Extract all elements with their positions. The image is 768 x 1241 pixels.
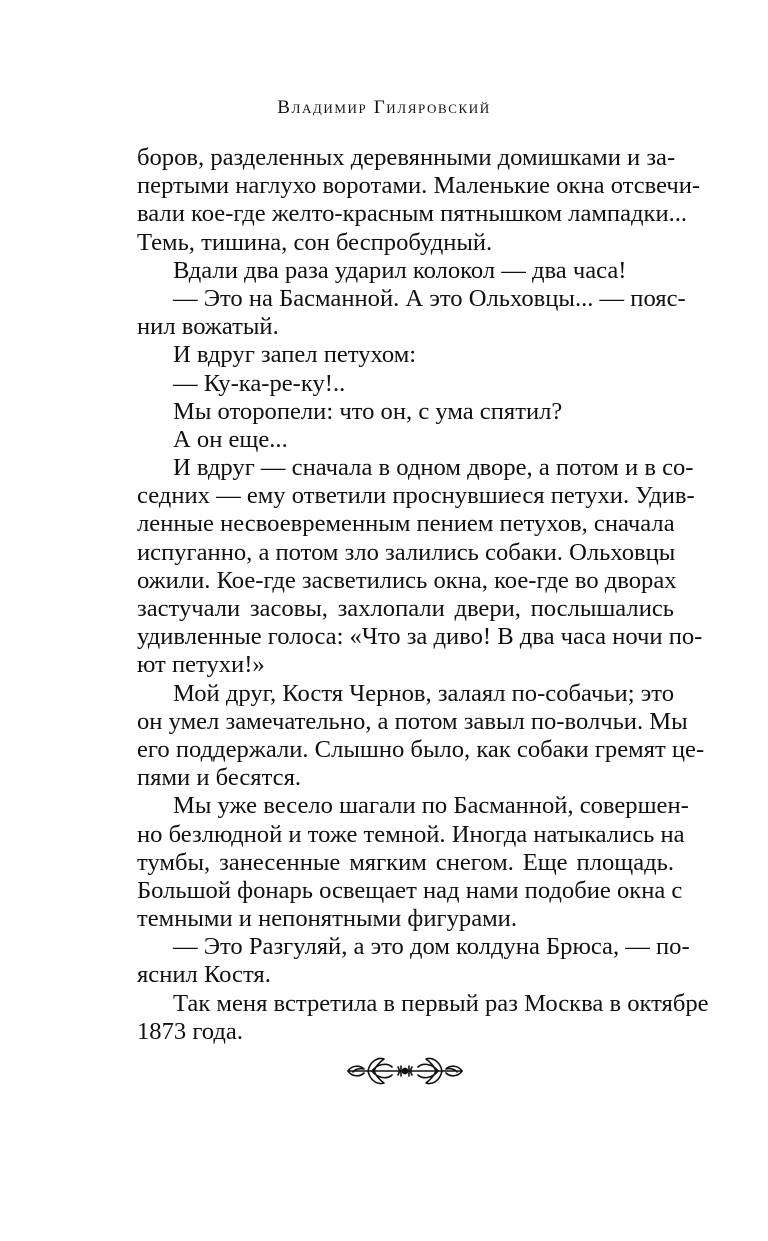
text-line: Мы уже весело шагали по Басманной, совершен- — [173, 792, 689, 820]
text-line: пертыми наглухо воротами. Маленькие окна отсвечи- — [137, 172, 701, 200]
paragraph — [137, 370, 674, 398]
text-line: его поддержали. Слышно было, как собаки гремят це- — [137, 735, 705, 763]
text-line: Большой фонарь освещает над нами подобие окна с — [137, 876, 683, 904]
text-line: удивленные голоса: «Что за диво! В два часа ночи по- — [137, 623, 703, 651]
paragraph — [137, 989, 709, 1046]
floral-fleuron-icon — [342, 1053, 468, 1089]
text-line: тумбы, занесенные мягким снегом. Еще площадь. — [137, 848, 674, 876]
text-line: И вдруг — сначала в одном дворе, а потом и в со- — [173, 454, 694, 482]
paragraph — [137, 454, 703, 680]
text-line: — Это на Басманной. А это Ольховцы... — пояс- — [173, 284, 686, 312]
paragraph — [137, 792, 689, 933]
text-line: седних — ему ответили проснувшиеся петухи. Удив- — [137, 482, 695, 510]
text-line: но безлюдной и тоже темной. Иногда натыкались на — [137, 820, 685, 848]
text-line: А он еще... — [173, 425, 288, 453]
text-line: Темь, тишина, сон беспробудный. — [137, 228, 493, 256]
text-line: Мой друг, Костя Чернов, залаял по-собачьи; это — [173, 679, 674, 707]
text-line: Мы оторопели: что он, с ума спятил? — [173, 397, 563, 425]
text-line: испуганно, а потом зло залились собаки. Ольховцы — [137, 538, 676, 566]
text-line: ленные несвоевременным пением петухов, сначала — [137, 510, 675, 538]
text-block — [137, 144, 709, 1046]
text-line: Вдали два раза ударил колокол — два часа! — [173, 256, 627, 284]
text-line: темными и непонятными фигурами. — [137, 905, 517, 933]
paragraph — [137, 933, 690, 989]
paragraph — [137, 284, 686, 341]
paragraph — [137, 398, 674, 426]
text-line: ют петухи!» — [137, 651, 265, 679]
text-line: застучали засовы, захлопали двери, послышались — [137, 595, 674, 622]
text-line: ожили. Кое-где засветились окна, кое-где во дворах — [137, 566, 677, 594]
paragraph — [137, 679, 705, 793]
paragraph — [137, 341, 674, 369]
text-line: И вдруг запел петухом: — [173, 341, 417, 369]
text-line: яснил Костя. — [137, 961, 271, 989]
text-line: боров, разделенных деревянными домишками и за- — [137, 144, 676, 171]
paragraph — [137, 144, 701, 257]
text-line: — Это Разгуляй, а это дом колдуна Брюса, — по- — [173, 933, 690, 961]
text-line: — Ку-ка-ре-ку!.. — [173, 369, 346, 397]
running-head: Владимир Гиляровский — [277, 97, 491, 118]
text-line: Так меня встретила в первый раз Москва в октябре — [173, 989, 709, 1017]
text-line: 1873 года. — [137, 1017, 243, 1045]
text-line: вали кое-где желто-красным пятнышком лампадки... — [137, 200, 688, 228]
paragraph — [137, 257, 674, 285]
text-line: он умел замечательно, а потом завыл по-волчьи. Мы — [137, 707, 688, 735]
text-line: пями и бесятся. — [137, 764, 302, 792]
text-line: нил вожатый. — [137, 313, 279, 341]
paragraph — [137, 426, 674, 454]
